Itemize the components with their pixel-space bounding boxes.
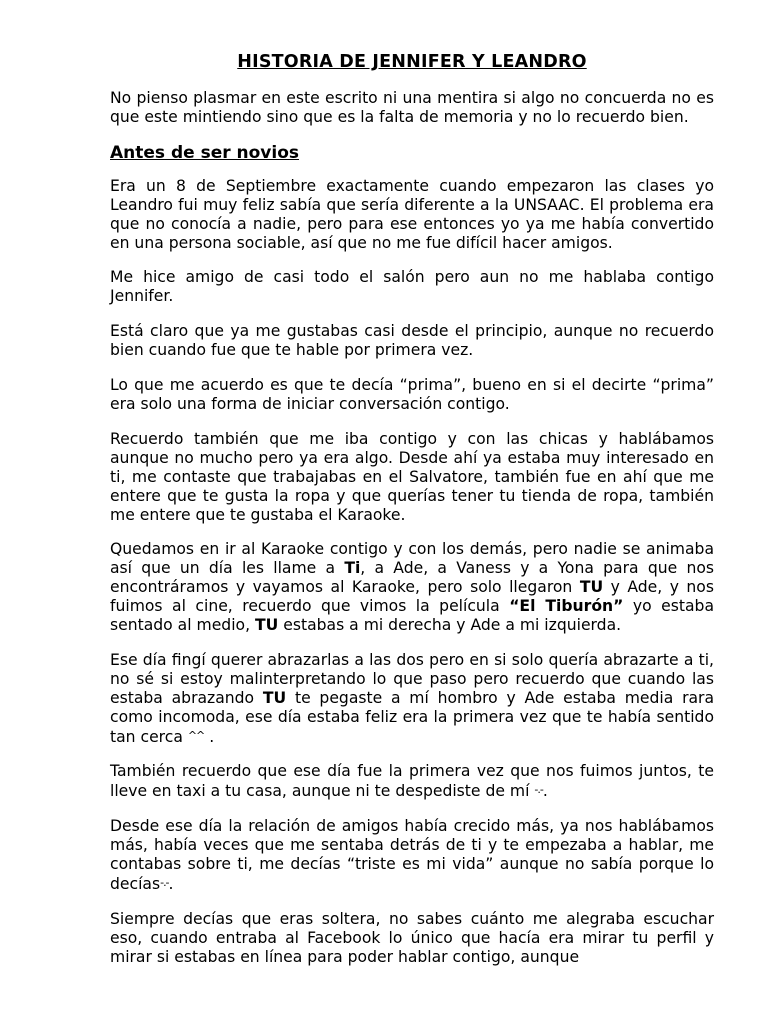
text-run: estabas a mi derecha y Ade a mi izquierda. — [278, 616, 622, 635]
section-heading: Antes de ser novios — [110, 142, 300, 163]
paragraph-10: Siempre decías que eras soltera, no sabes cuánto me alegraba escuchar eso, cuando entraba al Facebook lo único que hacía era mirar tu perfil y mirar si estabas en línea para poder hablar contigo, aunque — [110, 909, 714, 966]
text-run: . — [168, 875, 174, 893]
paragraph-5: Recuerdo también que me iba contigo y con las chicas y hablábamos aunque no mucho pero ya era algo. Desde ahí ya estaba muy interesado en ti, me contaste que trabajabas en el Salvatore, también fue en ahí que me entere que te gusta la ropa y que querías tener tu tienda de ropa, también me entere que te gustaba el Karaoke. — [110, 429, 714, 524]
paragraph-2: Me hice amigo de casi todo el salón pero aun no me hablaba contigo Jennifer. — [110, 268, 714, 306]
text-run: Desde ese día la relación de amigos había crecido más, ya nos hablábamos más, había veces que me sentaba detrás de ti y te empezaba a hablar, me contabas sobre ti, me decías “triste es mi vida” aunque no sabía porque lo decías — [110, 817, 714, 893]
paragraph-3: Está claro que ya me gustabas casi desde el principio, aunque no recuerdo bien cuando fue que te hable por primera vez. — [110, 322, 714, 360]
paragraph-7 — [110, 651, 714, 747]
paragraph-4: Lo que me acuerdo es que te decía “prima”, bueno en si el decirte “prima” era solo una forma de iniciar conversación contigo. — [110, 376, 714, 413]
emoticon: -.- — [160, 876, 169, 889]
paragraph-8 — [110, 762, 714, 801]
text-run: te pegaste a mí hombro y Ade estaba media rara como incomoda, ese día estaba feliz era la primera vez que te había sentido tan cerca — [110, 688, 715, 746]
text-run: También recuerdo que ese día fue la primera vez que nos fuimos juntos, te lleve en taxi a tu casa, aunque ni te despediste de mí — [110, 762, 714, 801]
bold-run: TU — [262, 688, 287, 707]
emoticon: ^^ — [187, 728, 205, 742]
document-title: HISTORIA DE JENNIFER Y LEANDRO — [237, 52, 587, 72]
text-run: Ese día fingí querer abrazarlas a las dos pero en si solo quería abrazarte a ti, no sé si estoy malinterpretando lo que paso pero recuerdo que cuando las estaba abrazando — [110, 650, 714, 707]
text-run: . — [204, 727, 215, 746]
document-page — [110, 52, 714, 983]
bold-run: “El Tiburón” — [509, 597, 624, 616]
paragraph-9 — [110, 817, 714, 894]
text-run: , a Ade, a Vaness y a Yona para que nos encontráramos y vayamos al Karaoke, pero solo llegaron — [110, 559, 715, 597]
paragraph-1: Era un 8 de Septiembre exactamente cuando empezaron las clases yo Leandro fui muy feliz sabía que sería diferente a la UNSAAC. El problema era que no conocía a nadie, pero para ese entonces yo ya me había convertido en una persona sociable, así que no me fue difícil hacer amigos. — [110, 176, 714, 252]
intro-paragraph: No pienso plasmar en este escrito ni una mentira si algo no concuerda no es que este mintiendo sino que es la falta de memoria y no lo recuerdo bien. — [110, 89, 714, 126]
bold-run: TU — [579, 578, 604, 597]
bold-run: Ti — [344, 559, 361, 578]
emoticon: -.- — [534, 783, 543, 797]
paragraph-6 — [110, 540, 714, 635]
text-run: . — [542, 782, 548, 801]
text-run: yo estaba sentado al medio, — [110, 597, 714, 635]
text-run: y Ade, y nos fuimos al cine, recuerdo que vimos la película — [110, 578, 714, 616]
bold-run: TU — [254, 616, 279, 635]
text-run: Quedamos en ir al Karaoke contigo y con los demás, pero nadie se animaba así que un día les llame a — [110, 540, 714, 578]
